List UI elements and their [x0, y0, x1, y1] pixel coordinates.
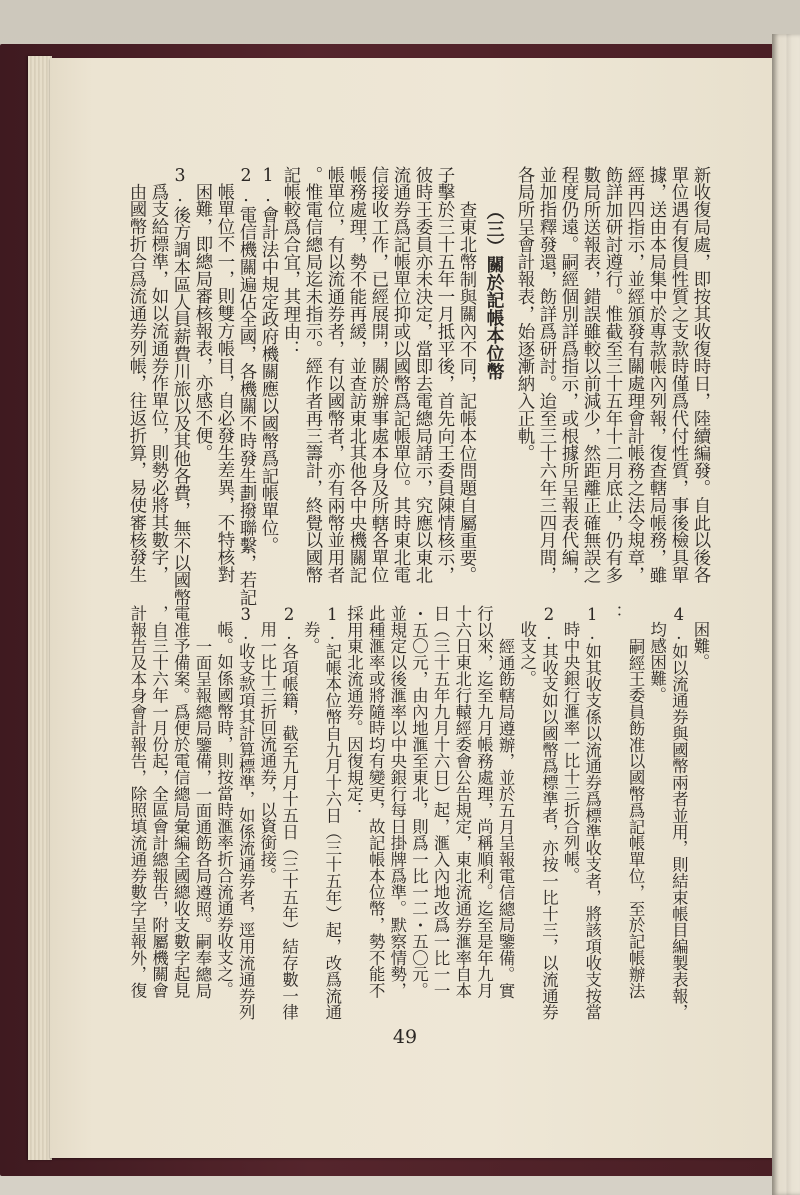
list-item-continuation: 帳單位不一，則雙方帳目，自必發生差異，不特核對: [214, 183, 234, 584]
text-column: 子擊於三十五年一月抵平後，首先向王委員陳情核示，: [434, 166, 454, 584]
text-column: 單位遇有復員性質之支款時僅爲代付性質，事後檢具單: [668, 166, 688, 584]
list-item-continuation: 時中央銀行滙率一比十三折合列帳。: [561, 621, 581, 884]
text-column: 各局所呈會計報表，始逐漸納入正軌。: [514, 166, 534, 462]
text-column: 程度仍遠。嗣經個別詳爲指示，或根據所呈報表代編，: [558, 166, 578, 584]
list-item-continuation: 困難。: [691, 621, 710, 671]
lower-text-block: [126, 605, 711, 1021]
text-column: 查東北幣制與關內不同，記帳本位問題自屬重要。: [456, 200, 476, 584]
list-item-continuation: 困難，即總局審核報表，亦感不便。: [192, 183, 212, 462]
text-column: ：: [604, 605, 624, 622]
text-column: 此種滙率或將隨時均有變更，故記帳本位幣，勢不能不: [366, 605, 386, 999]
text-column: 新收復局處，即按其收復時日，陸續編發。自此以後各: [690, 166, 710, 584]
text-column: 並規定以後滙率以中央銀行每日掛牌爲準。默察情勢，: [387, 605, 407, 999]
text-column: 日（三十五年九月十六日）起，滙入內地改爲一比一一: [431, 605, 451, 999]
list-item-continuation: 爲支給標準，如以流通券作單位，則勢必將其數字，: [148, 183, 168, 584]
text-column: 經再四指示，並經頒發有關處理會計帳務之法令規章，: [624, 166, 644, 584]
list-item: 2.其收支如以國幣爲標準者，亦按一比十三，以流通券: [539, 605, 559, 1021]
text-column: 據，送由本局集中於專款帳內列報，復查轄局帳務，雖: [646, 166, 666, 584]
text-column: ，自三十六年一月份起，全區會計總報告，附屬機關會: [149, 605, 169, 999]
text-column: 電准予備案。爲便於電信總局彙編全國總收支數字起見: [171, 605, 191, 999]
list-item: 1.如其收支係以流通券爲標準收支者，將該項收支按當: [582, 605, 602, 1021]
page-edges: [28, 56, 52, 1160]
page-number: 49: [392, 1026, 418, 1048]
text-column: 嗣經王委員飭准以國幣爲記帳單位，至於記帳辦法: [626, 637, 646, 999]
text-column: ・五〇元，由內地滙至東北，則爲一比一二・五〇元。: [409, 605, 429, 999]
text-column: 記帳較爲合宜，其理由：: [280, 166, 300, 358]
list-item-continuation: 帳。如係國幣時，則按當時滙率折合流通券收支之。: [214, 621, 234, 999]
text-column: 採用東北流通券。因復規定：: [344, 605, 364, 819]
text-column: 十六日東北行轅經委會公告規定，東北流通券滙率自本: [452, 605, 472, 999]
list-item: 3.收支款項其計算標準，如係流通券者，逕用流通券列: [236, 605, 256, 1021]
text-column: 並加指釋發還，飭詳爲研討。迨至三十六年三四月間，: [536, 166, 556, 584]
text-column: 一面呈報總局鑒備，一面通飭各局遵照。嗣奉總局: [192, 637, 212, 999]
text-column: 行以來，迄至九月帳務處理，尚稱順利。迄至是年九月: [474, 605, 494, 999]
list-item: 1.記帳本位幣自九月十六日（三十五年）起，改爲流通: [322, 605, 342, 1021]
text-column: 信接收工作，已經展開，關於辦事處本身及所轄各單位: [368, 166, 388, 584]
list-item-continuation: 用一比十三折回流通券，以資銜接。: [257, 621, 277, 884]
text-column: 數局所送報表，錯誤雖較以前減少，然距離正確無誤之: [580, 166, 600, 584]
text-column: 帳務處理，勢不能再緩，並查訪東北其他各中央機關記: [346, 166, 366, 584]
adjacent-page-edge: [772, 34, 800, 1195]
list-item-continuation: 券。: [301, 621, 321, 655]
text-column: 經通飭轄局遵辦，並於五月呈報電信總局鑒備。實: [496, 637, 516, 999]
text-column: 彼時王委員亦未決定，當即去電總局請示，究應以東北: [412, 166, 432, 584]
text-column: 。惟電信總局迄未指示。經作者再三籌計，終覺以國幣: [302, 166, 322, 584]
list-item: 2.電信機關遍佔全國，各機關不時發生劃撥聯繫，若記: [236, 166, 256, 607]
list-item: 1.會計法中規定政府機關應以國幣爲記帳單位。: [258, 166, 278, 554]
list-item-continuation: 收支之。: [517, 621, 537, 687]
text-column: 帳單位，有以流通券者，有以國幣者，亦有兩幣並用者: [324, 166, 344, 584]
list-item: 3.後方調本區人員薪費川旅以及其他各費，無不以國幣: [170, 166, 190, 607]
list-item: 4.如以流通券與國幣兩者並用，則結束帳目編製表報，: [669, 605, 689, 1021]
text-column: 計報告及本身會計報告，除照填流通券數字呈報外，復: [127, 605, 147, 999]
text-column: 飭詳加研討遵行。惟截至三十五年十二月底止，仍有多: [602, 166, 622, 584]
list-item: 2.各項帳籍，截至九月十五日（三十五年）結存數一律: [279, 605, 299, 1021]
upper-text-block: [125, 166, 711, 607]
list-item-continuation: 均感困難。: [647, 621, 667, 704]
section-heading: （三）關於記帳本位幣: [484, 201, 505, 380]
text-column: 流通券爲記帳單位抑或以國幣爲記帳單位。其時東北電: [390, 166, 410, 584]
list-item-continuation: 由國幣折合爲流通券列帳，往返折算，易使審核發生: [126, 183, 146, 584]
